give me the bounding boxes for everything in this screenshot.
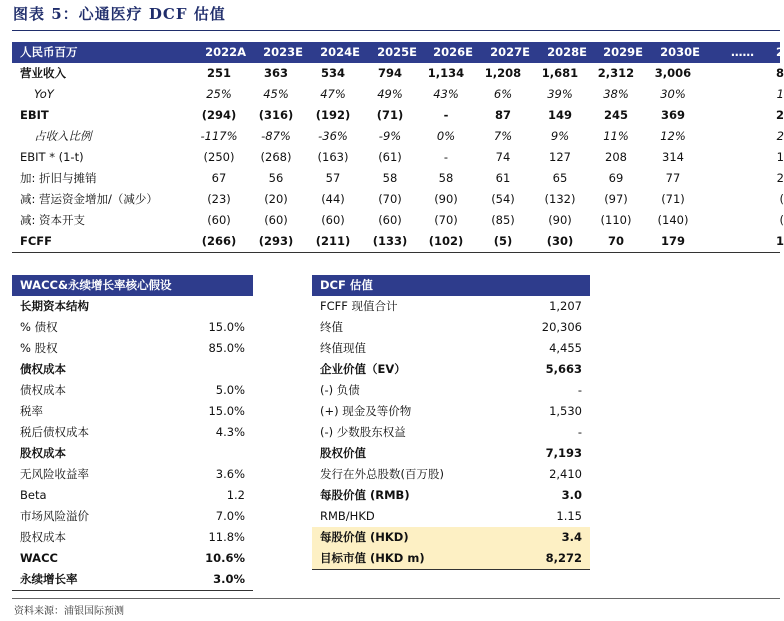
- row-value: 363: [263, 66, 288, 80]
- side-table-row: [312, 443, 590, 464]
- dcf-valuation-table: [312, 275, 590, 570]
- row-value: 43%: [433, 87, 459, 101]
- table-row: [12, 126, 784, 147]
- side-row-value: 5,663: [545, 362, 582, 376]
- row-value: 57: [325, 171, 341, 185]
- row-value: -87%: [261, 129, 291, 143]
- side-row-label: 终值: [320, 320, 343, 334]
- row-value: 7%: [493, 129, 513, 143]
- side-row-label: (+) 现金及等价物: [320, 404, 412, 418]
- row-value: (60): [207, 213, 231, 227]
- row-value: -36%: [318, 129, 348, 143]
- row-value: 2,312: [597, 66, 635, 80]
- side-table-row: [12, 464, 253, 485]
- row-value: 25%: [206, 87, 232, 101]
- side-table-row: [12, 443, 253, 464]
- side-row-label: 税率: [20, 404, 43, 418]
- row-value: (60): [378, 213, 402, 227]
- row-value: 794: [377, 66, 402, 80]
- side-table-row: [12, 401, 253, 422]
- side-row-label: 目标市值 (HKD m): [320, 551, 425, 565]
- table-header-row: [12, 42, 784, 63]
- table-row: [12, 210, 784, 231]
- side-row-label: 债权成本: [20, 383, 66, 397]
- side-row-value: 7,193: [545, 446, 582, 460]
- row-value: (5): [493, 234, 513, 248]
- row-value: 2: [776, 129, 784, 143]
- row-value: 67: [211, 171, 227, 185]
- row-value: 245: [603, 108, 628, 122]
- side-row-label: 债权成本: [20, 362, 66, 376]
- side-row-label: % 债权: [20, 320, 58, 334]
- row-value: (71): [661, 192, 685, 206]
- side-row-value: 5.0%: [215, 383, 245, 397]
- figure-title: 图表 5：心通医疗 DCF 估值: [13, 5, 226, 23]
- row-value: (30): [546, 234, 574, 248]
- row-value: 39%: [547, 87, 573, 101]
- side-table-row: [12, 338, 253, 359]
- row-value: 3,006: [654, 66, 692, 80]
- row-value: 149: [547, 108, 572, 122]
- side-table-row: [312, 506, 590, 527]
- side-row-label: 股权价值: [320, 446, 366, 460]
- side-table-header: [312, 275, 590, 296]
- side-row-label: 终值现值: [320, 341, 366, 355]
- side-table-row: [312, 401, 590, 422]
- row-value: 47%: [320, 87, 346, 101]
- row-value: (266): [201, 234, 237, 248]
- bottom-divider: [12, 598, 780, 599]
- row-value: -: [443, 150, 449, 164]
- side-row-value: 1.15: [556, 509, 582, 523]
- side-row-value: 15.0%: [208, 320, 245, 334]
- row-value: 45%: [263, 87, 289, 101]
- row-value: (60): [321, 213, 345, 227]
- header-year: 2026E: [433, 45, 473, 59]
- side-row-label: % 股权: [20, 341, 58, 355]
- side-table-row: [12, 296, 253, 317]
- row-value: 534: [320, 66, 345, 80]
- row-value: 2: [775, 108, 784, 122]
- side-table-row: [12, 506, 253, 527]
- side-table-row: [312, 548, 590, 570]
- row-value: (132): [544, 192, 576, 206]
- side-row-value: 3.0%: [213, 572, 245, 586]
- side-table-title: DCF 估值: [320, 278, 373, 292]
- side-table-row: [12, 317, 253, 338]
- side-row-value: 1.2: [226, 488, 245, 502]
- row-value: -: [443, 108, 449, 122]
- row-value: (71): [376, 108, 404, 122]
- row-value: (250): [203, 150, 235, 164]
- side-row-label: 股权成本: [20, 530, 66, 544]
- side-row-label: (-) 少数股东权益: [320, 425, 406, 439]
- side-row-value: 11.8%: [208, 530, 245, 544]
- side-table-row: [312, 464, 590, 485]
- row-value: (: [779, 192, 784, 206]
- source-note: 资料来源：浦银国际预测: [14, 606, 124, 617]
- row-value: 1: [776, 150, 784, 164]
- row-value: 369: [660, 108, 685, 122]
- row-value: 314: [662, 150, 684, 164]
- side-row-value: 3.4: [561, 530, 582, 544]
- row-value: (192): [315, 108, 351, 122]
- row-value: (211): [315, 234, 351, 248]
- side-table-row: [312, 527, 590, 548]
- side-row-label: 每股价值 (HKD): [320, 530, 409, 544]
- row-value: 9%: [550, 129, 570, 143]
- row-value: -9%: [378, 129, 402, 143]
- side-row-label: WACC: [20, 551, 58, 565]
- row-value: 69: [608, 171, 624, 185]
- side-row-value: -: [577, 425, 582, 439]
- side-table-row: [312, 380, 590, 401]
- side-row-label: 税后债权成本: [20, 425, 89, 439]
- row-value: (90): [548, 213, 572, 227]
- row-value: 179: [660, 234, 685, 248]
- row-value: 8: [775, 66, 784, 80]
- wacc-assumptions-table: [12, 275, 253, 591]
- row-value: 30%: [660, 87, 686, 101]
- side-row-value: 4.3%: [215, 425, 245, 439]
- side-table-row: [312, 485, 590, 506]
- row-value: (163): [317, 150, 349, 164]
- header-label: 人民币百万: [20, 45, 78, 59]
- row-label: 减: 资本开支: [20, 213, 86, 227]
- row-value: 208: [605, 150, 627, 164]
- row-value: (316): [258, 108, 294, 122]
- side-row-label: 无风险收益率: [20, 467, 89, 481]
- side-table-row: [312, 317, 590, 338]
- row-value: (20): [264, 192, 288, 206]
- row-value: 1: [776, 87, 784, 101]
- row-value: (70): [378, 192, 402, 206]
- row-value: 2: [776, 171, 784, 185]
- side-table-row: [12, 485, 253, 506]
- row-value: (268): [260, 150, 292, 164]
- side-row-value: 2,410: [549, 467, 582, 481]
- header-year: 2024E: [320, 45, 360, 59]
- row-value: 49%: [377, 87, 403, 101]
- side-row-value: [165, 296, 245, 317]
- row-value: 0%: [436, 129, 456, 143]
- side-table-row: [12, 422, 253, 443]
- row-value: (102): [428, 234, 464, 248]
- side-row-label: Beta: [20, 488, 47, 502]
- row-value: -117%: [200, 129, 238, 143]
- row-value: 251: [206, 66, 231, 80]
- side-row-value: 3.6%: [215, 467, 245, 481]
- side-row-label: (-) 负债: [320, 383, 360, 397]
- side-table-row: [312, 296, 590, 317]
- side-table-row: [312, 422, 590, 443]
- row-value: (: [779, 213, 784, 227]
- side-row-value: 20,306: [541, 320, 582, 334]
- side-row-label: RMB/HKD: [320, 509, 375, 523]
- row-value: (54): [491, 192, 515, 206]
- side-row-label: 发行在外总股数(百万股): [320, 467, 444, 481]
- header-year: 2029E: [603, 45, 643, 59]
- side-table-row: [312, 338, 590, 359]
- row-label: FCFF: [20, 234, 53, 248]
- side-table-header: [12, 275, 253, 296]
- row-value: 74: [495, 150, 511, 164]
- row-value: (23): [207, 192, 231, 206]
- side-row-label: 股权成本: [20, 446, 66, 460]
- row-value: 11%: [603, 129, 629, 143]
- table-row: [12, 189, 784, 210]
- side-row-label: 企业价值（EV）: [320, 362, 406, 376]
- row-label: 减: 营运资金增加/（减少）: [20, 192, 158, 206]
- row-value: (133): [372, 234, 408, 248]
- row-label: YoY: [34, 87, 54, 101]
- side-row-value: -: [577, 383, 582, 397]
- side-table-row: [12, 359, 253, 380]
- side-row-value: 1,207: [549, 299, 582, 313]
- row-value: 77: [665, 171, 681, 185]
- row-value: 70: [607, 234, 624, 248]
- side-row-value: 7.0%: [215, 509, 245, 523]
- side-row-value: [165, 443, 245, 464]
- row-value: 127: [549, 150, 571, 164]
- side-table-title: WACC&永续增长率核心假设: [20, 278, 172, 292]
- row-value: (97): [604, 192, 628, 206]
- row-value: (293): [258, 234, 294, 248]
- row-value: 65: [552, 171, 568, 185]
- row-value: (140): [657, 213, 689, 227]
- row-value: 1: [775, 234, 784, 248]
- header-year: 2: [775, 45, 784, 59]
- table-row: [12, 231, 784, 253]
- side-row-label: 长期资本结构: [20, 299, 89, 313]
- row-value: 38%: [603, 87, 629, 101]
- header-year: ……: [731, 45, 754, 59]
- side-row-value: 3.0: [561, 488, 582, 502]
- row-value: (61): [378, 150, 402, 164]
- side-row-value: [165, 359, 245, 380]
- side-table-row: [12, 548, 253, 569]
- row-value: (70): [434, 213, 458, 227]
- row-label: EBIT: [20, 108, 49, 122]
- header-year: 2030E: [660, 45, 700, 59]
- side-row-value: 85.0%: [208, 341, 245, 355]
- row-value: 56: [268, 171, 284, 185]
- side-row-label: 永续增长率: [20, 572, 78, 586]
- row-value: 1,681: [541, 66, 579, 80]
- side-table-row: [12, 380, 253, 401]
- row-value: 12%: [660, 129, 686, 143]
- side-table-row: [312, 359, 590, 380]
- row-value: 58: [438, 171, 454, 185]
- row-label: 占收入比例: [34, 129, 92, 143]
- row-value: 61: [495, 171, 511, 185]
- row-value: (44): [321, 192, 345, 206]
- side-row-value: 15.0%: [208, 404, 245, 418]
- table-row: [12, 147, 784, 168]
- header-year: 2025E: [377, 45, 417, 59]
- row-value: (60): [264, 213, 288, 227]
- table-row: [12, 84, 784, 105]
- side-table-row: [12, 569, 253, 591]
- row-value: 1,134: [427, 66, 465, 80]
- row-value: (294): [201, 108, 237, 122]
- table-row: [12, 63, 784, 84]
- row-value: 87: [494, 108, 511, 122]
- side-row-label: FCFF 现值合计: [320, 299, 398, 313]
- header-year: 2027E: [490, 45, 530, 59]
- table-row: [12, 105, 784, 126]
- side-row-value: 4,455: [549, 341, 582, 355]
- title-divider: [12, 30, 780, 31]
- side-row-value: 1,530: [549, 404, 582, 418]
- header-year: 2028E: [547, 45, 587, 59]
- table-row: [12, 168, 784, 189]
- row-value: (85): [491, 213, 515, 227]
- row-value: 6%: [493, 87, 513, 101]
- header-year: 2023E: [263, 45, 303, 59]
- row-value: 58: [382, 171, 398, 185]
- row-label: EBIT * (1-t): [20, 150, 84, 164]
- row-label: 营业收入: [20, 66, 66, 80]
- side-row-value: 10.6%: [205, 551, 245, 565]
- row-label: 加: 折旧与摊销: [20, 171, 97, 185]
- fcff-projection-table: [12, 42, 784, 253]
- row-value: (90): [434, 192, 458, 206]
- header-year: 2022A: [205, 45, 246, 59]
- side-row-value: 8,272: [545, 551, 582, 565]
- side-row-label: 每股价值 (RMB): [320, 488, 410, 502]
- side-row-label: 市场风险溢价: [20, 509, 89, 523]
- row-value: 1,208: [484, 66, 522, 80]
- row-value: (110): [600, 213, 632, 227]
- side-table-row: [12, 527, 253, 548]
